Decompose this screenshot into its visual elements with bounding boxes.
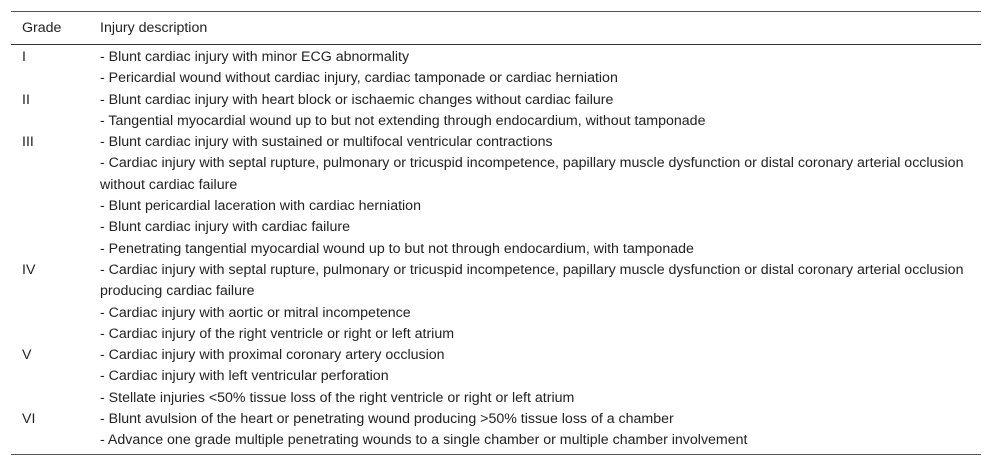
description-line: - Blunt avulsion of the heart or penetrating wound producing >50% tissue loss of a chamber <box>100 411 674 428</box>
table-row <box>11 409 981 454</box>
table-body <box>11 45 981 455</box>
description-line: - Stellate injuries <50% tissue loss of the right ventricle or right or left atrium <box>100 389 575 406</box>
table-row <box>11 260 981 345</box>
grade-cell: I <box>22 49 26 65</box>
header-row <box>11 12 981 45</box>
table-row <box>11 345 981 409</box>
table-row <box>11 90 981 133</box>
description-line: - Advance one grade multiple penetrating wounds to a single chamber or multiple chamber involvement <box>100 432 748 449</box>
grade-cell: III <box>22 134 34 151</box>
description-line: - Blunt cardiac injury with sustained or multifocal ventricular contractions <box>100 134 553 151</box>
injury-grade-table <box>11 11 981 455</box>
description-line: - Cardiac injury of the right ventricle or right or left atrium <box>100 325 455 342</box>
description-cell <box>100 132 981 260</box>
description-line: - Cardiac injury with left ventricular perforation <box>100 368 389 385</box>
description-line: - Blunt cardiac injury with heart block or ischaemic changes without cardiac failure <box>100 91 614 108</box>
header-description: Injury description <box>100 12 981 45</box>
grade-cell: V <box>22 347 32 364</box>
table-row <box>11 45 981 90</box>
grade-cell: II <box>22 91 30 108</box>
description-cell <box>100 90 981 133</box>
grade-cell: IV <box>22 261 36 278</box>
description-line: - Pericardial wound without cardiac injury, cardiac tamponade or cardiac herniation <box>100 70 618 87</box>
table-row <box>11 132 981 260</box>
description-line: - Cardiac injury with septal rupture, pulmonary or tricuspid incompetence, papillary muscle dysfunction or distal coronary arterial occlusion producing cardiac failure <box>100 261 964 300</box>
description-line: - Cardiac injury with septal rupture, pulmonary or tricuspid incompetence, papillary muscle dysfunction or distal coronary arterial occlusion without cardiac failure <box>100 155 964 193</box>
description-line: - Blunt pericardial laceration with cardiac herniation <box>100 198 421 215</box>
description-cell <box>100 409 981 454</box>
description-line: - Cardiac injury with aortic or mitral incompetence <box>100 304 411 321</box>
header-grade: Grade <box>11 12 100 45</box>
description-line: - Blunt cardiac injury with minor ECG abnormality <box>100 49 410 65</box>
description-cell <box>100 345 981 409</box>
table-header <box>11 12 981 45</box>
description-line: - Tangential myocardial wound up to but not extending through endocardium, without tamponade <box>100 112 706 129</box>
description-line: - Cardiac injury with proximal coronary artery occlusion <box>100 347 445 364</box>
description-line: - Penetrating tangential myocardial wound up to but not through endocardium, with tamponade <box>100 240 694 257</box>
description-line: - Blunt cardiac injury with cardiac failure <box>100 219 350 236</box>
description-cell <box>100 45 981 90</box>
description-cell <box>100 260 981 345</box>
grade-cell: VI <box>22 411 36 428</box>
injury-grade-table-wrapper <box>11 11 981 455</box>
